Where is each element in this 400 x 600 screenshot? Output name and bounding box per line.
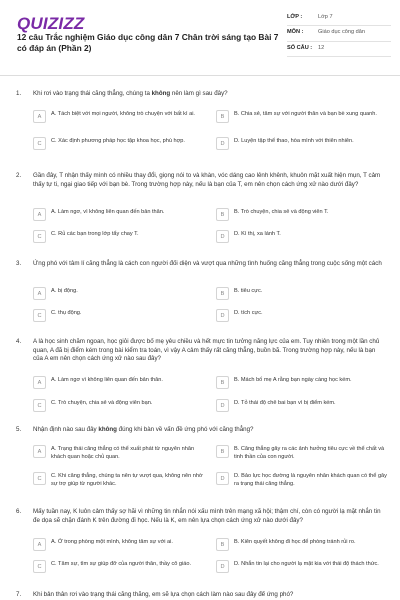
option-c[interactable]	[33, 560, 209, 573]
option-text: A. Trạng thái căng thẳng có thể xuất phát từ nguyên nhân khách quan hoặc chủ quan.	[51, 446, 195, 460]
option-text: D. Tỏ thái độ chê bai bạn vì bị điểm kém.	[234, 400, 336, 406]
option-c[interactable]	[33, 472, 209, 488]
question-text: Khi rơi vào trạng thái căng thẳng, chúng ta không nên làm gì sau đây?	[33, 90, 228, 97]
option-letter-badge: A	[33, 287, 46, 300]
question-text: Ứng phó với tâm lí căng thẳng là cách con người đối diện và vượt qua những tình huống căng thẳng trong cuộc sống một cách	[33, 260, 382, 267]
question-number: 5.	[16, 426, 22, 433]
option-letter-badge: B	[216, 376, 229, 389]
option-d[interactable]	[216, 560, 392, 573]
option-letter-badge: C	[33, 560, 46, 573]
option-text: A. Làm ngơ vì không liên quan đến bản thân.	[51, 377, 163, 383]
question-number: 7.	[16, 591, 22, 598]
option-text: D. Luyện tập thể thao, hòa mình với thiên nhiên.	[234, 138, 354, 144]
option-letter-badge: C	[33, 230, 46, 243]
option-text: C. Tâm sự, tìm sự giúp đỡ của người thân, thầy cô giáo.	[51, 561, 192, 567]
option-letter-badge: A	[33, 445, 46, 458]
option-text: A. Làm ngơ, vì không liên quan đến bản thân.	[51, 209, 165, 215]
option-text: B. Chia sẻ, tâm sự với người thân và bạn bè xung quanh.	[234, 111, 377, 117]
option-letter-badge: A	[33, 110, 46, 123]
option-letter-badge: A	[33, 538, 46, 551]
option-text: C. Xác định phương pháp học tập khoa học, phù hợp.	[51, 138, 185, 144]
option-text: D. Nhắn tin lại cho người lạ mặt kia với thái độ thách thức.	[234, 561, 379, 567]
option-text: B. Căng thẳng gây ra các ảnh hưởng tiêu cực về thể chất và tinh thần của con người.	[234, 446, 385, 460]
option-a[interactable]	[33, 538, 209, 551]
option-text: C. thụ động.	[51, 310, 82, 316]
option-a[interactable]	[33, 287, 209, 300]
option-text: B. Kiên quyết không đi học để phòng tránh rủi ro.	[234, 539, 356, 545]
option-text: D. Kì thị, xa lánh T.	[234, 231, 281, 237]
option-d[interactable]	[216, 230, 392, 243]
option-text: B. Trò chuyện, chia sẻ và động viên T.	[234, 209, 329, 215]
option-d[interactable]	[216, 137, 392, 150]
question-number: 1.	[16, 90, 22, 97]
worksheet-meta	[287, 11, 391, 57]
question-text: Khi bản thân rơi vào trạng thái căng thẳng, em sẽ lựa chọn cách làm nào sau đây để ứng phó?	[33, 591, 294, 598]
option-letter-badge: C	[33, 472, 46, 485]
option-text: C. Khi căng thẳng, chúng ta nên tự vượt qua, không nên nhờ sự trợ giúp từ người khác.	[51, 473, 203, 487]
question-text: A là học sinh chăm ngoan, học giỏi được bố mẹ yêu chiều và hết mực tin tưởng năng lực của em. Tuy nhiên trong một lần chủ quan, A đã bị điểm kém trong bài kiểm tra toán, vì vậy A cảm thấy rất căng thẳng, buồn bã. Trong trường hợp này, nếu là bạn của A em nên chọn cách ứng xử nào sau đây?	[33, 338, 380, 363]
question-number: 2.	[16, 172, 22, 179]
question-number: 3.	[16, 260, 22, 267]
option-c[interactable]	[33, 137, 209, 150]
option-text: D. Bảo lực học đường là nguyên nhân khách quan có thể gây ra trạng thái căng thẳng.	[234, 473, 387, 487]
meta-label: SỐ CÂU :	[287, 44, 313, 51]
option-b[interactable]	[216, 445, 392, 461]
quizizz-logo: QUIZIZZ	[17, 14, 85, 33]
option-a[interactable]	[33, 376, 209, 389]
option-letter-badge: B	[216, 110, 229, 123]
option-b[interactable]	[216, 538, 392, 551]
option-letter-badge: B	[216, 445, 229, 458]
question-text: Mấy tuần nay, K luôn cảm thấy sợ hãi vì những tin nhắn nói xấu mình trên mạng xã hội; thậm chí, còn có người lạ mặt nhắn tin đe dọa sẽ chặn đánh K trên đường đi học. Nếu là K, em nên lựa chọn cách ứng xử nào dưới đây?	[33, 508, 381, 524]
meta-label: MÔN :	[287, 29, 304, 36]
meta-value: 12	[318, 44, 325, 51]
meta-class-row	[287, 11, 391, 26]
option-text: C. Rủ các bạn trong lớp tẩy chay T.	[51, 231, 139, 237]
option-text: A. Ở trong phòng một mình, không tâm sự với ai.	[51, 539, 173, 545]
option-b[interactable]	[216, 110, 392, 123]
question-number: 6.	[16, 508, 22, 515]
option-letter-badge: A	[33, 376, 46, 389]
option-letter-badge: D	[216, 137, 229, 150]
option-letter-badge: C	[33, 137, 46, 150]
option-letter-badge: D	[216, 472, 229, 485]
question-number: 4.	[16, 338, 22, 345]
option-a[interactable]	[33, 445, 209, 461]
option-d[interactable]	[216, 472, 392, 488]
meta-subject-row	[287, 26, 391, 41]
option-text: A. bị động.	[51, 288, 78, 294]
option-c[interactable]	[33, 309, 209, 322]
meta-label: LỚP :	[287, 14, 303, 20]
option-c[interactable]	[33, 399, 209, 412]
option-b[interactable]	[216, 376, 392, 389]
option-letter-badge: B	[216, 538, 229, 551]
worksheet-title: 12 câu Trắc nghiệm Giáo dục công dân 7 Chân trời sáng tạo Bài 7 có đáp án (Phần 2)	[17, 32, 279, 53]
option-text: C. Trò chuyện, chia sẻ và động viên bạn.	[51, 400, 153, 406]
option-a[interactable]	[33, 110, 209, 123]
option-d[interactable]	[216, 309, 392, 322]
option-letter-badge: C	[33, 309, 46, 322]
option-letter-badge: B	[216, 287, 229, 300]
option-letter-badge: B	[216, 208, 229, 221]
option-text: B. tiêu cực.	[234, 288, 263, 294]
option-letter-badge: D	[216, 399, 229, 412]
question-text: Gần đây, T nhận thấy mình có nhiều thay đổi, giọng nói to và khàn, vóc dáng cao lênh khênh, khuôn mặt xuất hiện mụn, T cảm thấy tự ti, ngại giao tiếp với bạn bè. Trong trường hợp này, nếu là bạn của T, em nên chọn cách ứng xử nào dưới đây?	[33, 172, 381, 188]
option-letter-badge: A	[33, 208, 46, 221]
option-text: D. tích cực.	[234, 310, 263, 316]
option-b[interactable]	[216, 208, 392, 221]
option-letter-badge: D	[216, 230, 229, 243]
option-text: A. Tách biệt với mọi người, không trò chuyện với bất kì ai.	[51, 111, 195, 117]
option-a[interactable]	[33, 208, 209, 221]
worksheet-header	[0, 0, 400, 76]
meta-value: Giáo dục công dân	[318, 29, 365, 36]
meta-value: Lớp 7	[318, 14, 333, 20]
option-b[interactable]	[216, 287, 392, 300]
meta-count-row	[287, 42, 391, 57]
option-text: B. Mách bố mẹ A rằng bạn ngày càng học kém.	[234, 377, 352, 383]
option-c[interactable]	[33, 230, 209, 243]
option-d[interactable]	[216, 399, 392, 412]
question-text: Nhận định nào sau đây không đúng khi bàn về vấn đề ứng phó với căng thẳng?	[33, 426, 254, 433]
option-letter-badge: D	[216, 309, 229, 322]
option-letter-badge: C	[33, 399, 46, 412]
option-letter-badge: D	[216, 560, 229, 573]
